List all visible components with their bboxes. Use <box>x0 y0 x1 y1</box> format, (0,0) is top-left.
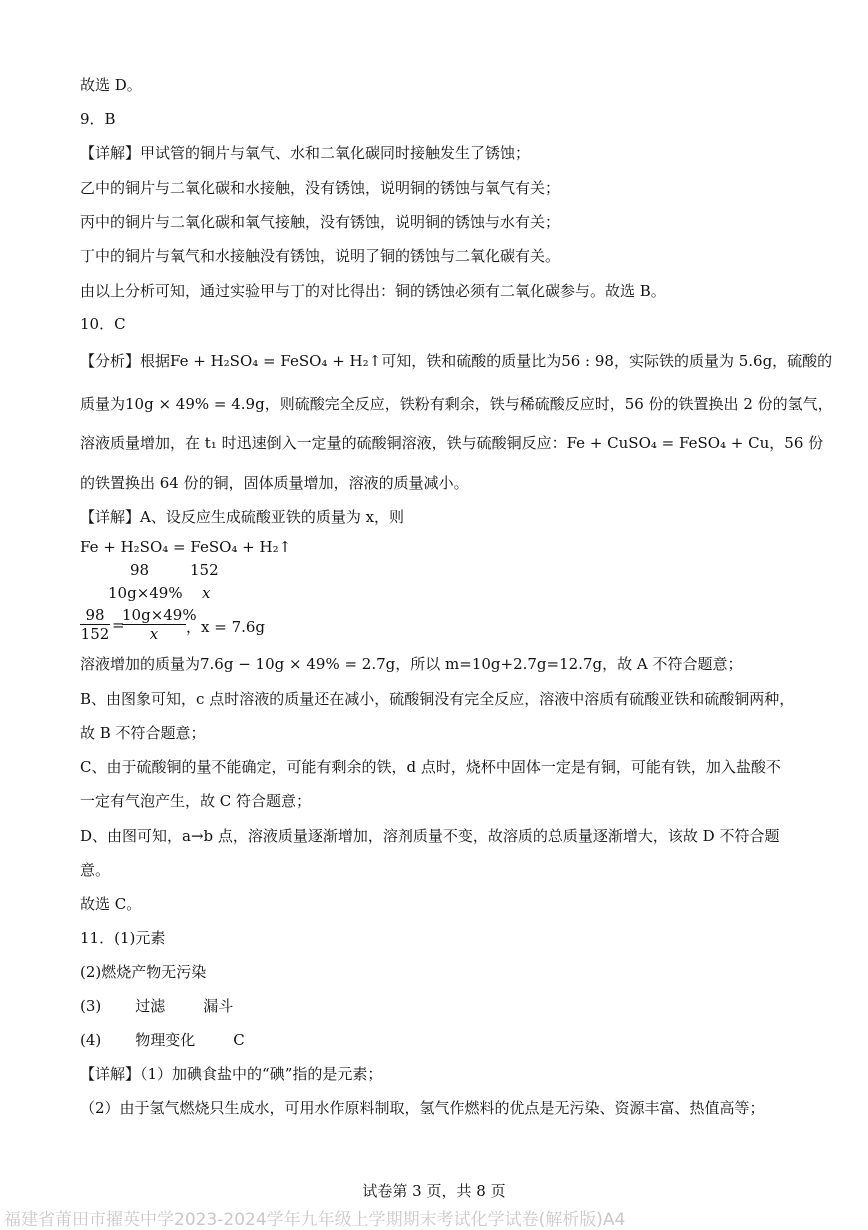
text-line: 【详解】（1）加碘食盐中的“碘”指的是元素； <box>80 1065 383 1083</box>
text-line: 意。 <box>80 861 111 879</box>
equation-value: 98 <box>130 561 150 579</box>
equation-result: ，x = 7.6g <box>186 618 266 636</box>
fraction <box>122 606 197 643</box>
answer-value: 漏斗 <box>203 997 234 1015</box>
fraction-numerator: 98 <box>85 606 105 624</box>
text-line: 故 B 不符合题意； <box>80 724 206 742</box>
equation-value: 10g×49% <box>108 584 183 602</box>
text-line: 的铁置换出 64 份的铜，固体质量增加，溶液的质量减小。 <box>80 474 469 492</box>
text-line: 故选 C。 <box>80 895 142 913</box>
fraction-numerator: 10g×49% <box>122 606 197 624</box>
text-line: 丙中的铜片与二氧化碳和氧气接触，没有锈蚀，说明铜的锈蚀与水有关； <box>80 213 561 231</box>
answer-label: (4) <box>80 1031 102 1049</box>
equation-value: 152 <box>190 561 219 579</box>
equals-sign: = <box>112 616 125 634</box>
answer-line: (2)燃烧产物无污染 <box>80 963 207 981</box>
text-line: 【详解】甲试管的铜片与氧气、水和二氧化碳同时接触发生了锈蚀； <box>80 144 531 162</box>
question-number: 11．(1)元素 <box>80 929 166 947</box>
text-line: 溶液质量增加，在 t₁ 时迅速倒入一定量的硫酸铜溶液，铁与硫酸铜反应：Fe + CuSO₄ = FeSO₄ + Cu，56 份 <box>80 434 824 452</box>
answer-value: 物理变化 <box>135 1031 196 1049</box>
text-line: 故选 D。 <box>80 76 142 94</box>
equation-value: x <box>202 584 211 602</box>
text-line: （2）由于氢气燃烧只生成水，可用水作原料制取，氢气作燃料的优点是无污染、资源丰富、热值高等； <box>80 1099 765 1117</box>
answer-line <box>80 1030 245 1050</box>
page-footer: 试卷第 3 页，共 8 页 <box>362 1182 506 1200</box>
text-line: D、由图可知，a→b 点，溶液质量逐渐增加，溶剂质量不变，故溶质的总质量逐渐增大，该故 D 不符合题 <box>80 827 780 845</box>
answer-value: 过滤 <box>135 997 166 1015</box>
answer-line <box>80 996 233 1016</box>
text-segment: 【分析】根据 <box>80 352 171 370</box>
text-line: 由以上分析可知，通过实验甲与丁的对比得出：铜的锈蚀必须有二氧化碳参与。故选 B。 <box>80 282 666 300</box>
question-number: 9．B <box>80 110 116 128</box>
text-line: 【详解】A、设反应生成硫酸亚铁的质量为 x，则 <box>80 508 405 526</box>
equation: Fe + H₂SO₄ = FeSO₄ + H₂↑ <box>80 538 292 556</box>
text-line: C、由于硫酸铜的量不能确定，可能有剩余的铁，d 点时，烧杯中固体一定是有铜，可能有铁，加入盐酸不 <box>80 758 781 776</box>
text-line: 质量为10g × 49% = 4.9g，则硫酸完全反应，铁粉有剩余，铁与稀硫酸反应时，56 份的铁置换出 2 份的氢气， <box>80 395 833 413</box>
text-line: 溶液增加的质量为7.6g − 10g × 49% = 2.7g，所以 m=10g+2.7g=12.7g，故 A 不符合题意； <box>80 655 743 673</box>
text-line: 一定有气泡产生，故 C 符合题意； <box>80 792 312 810</box>
text-line: 乙中的铜片与二氧化碳和水接触，没有锈蚀，说明铜的锈蚀与氧气有关； <box>80 179 561 197</box>
fraction-denominator: 152 <box>80 625 110 643</box>
text-line: B、由图象可知，c 点时溶液的质量还在减小，硫酸铜没有完全反应，溶液中溶质有硫酸亚铁和硫酸铜两种， <box>80 690 795 708</box>
text-line <box>80 351 832 371</box>
question-number: 10．C <box>80 315 126 333</box>
text-line: 丁中的铜片与氧气和水接触没有锈蚀，说明了铜的锈蚀与二氧化碳有关。 <box>80 247 561 265</box>
text-segment: 可知，铁和硫酸的质量比为56 : 98，实际铁的质量为 5.6g，硫酸的 <box>381 352 833 370</box>
fraction <box>80 606 110 643</box>
equation: Fe + H₂SO₄ = FeSO₄ + H₂↑ <box>170 352 382 370</box>
fraction-denominator: x <box>122 624 186 643</box>
answer-value: C <box>233 1031 245 1049</box>
answer-label: (3) <box>80 997 102 1015</box>
watermark-text: 福建省莆田市擢英中学2023-2024学年九年级上学期期末考试化学试卷(解析版)A4 <box>4 1210 626 1230</box>
